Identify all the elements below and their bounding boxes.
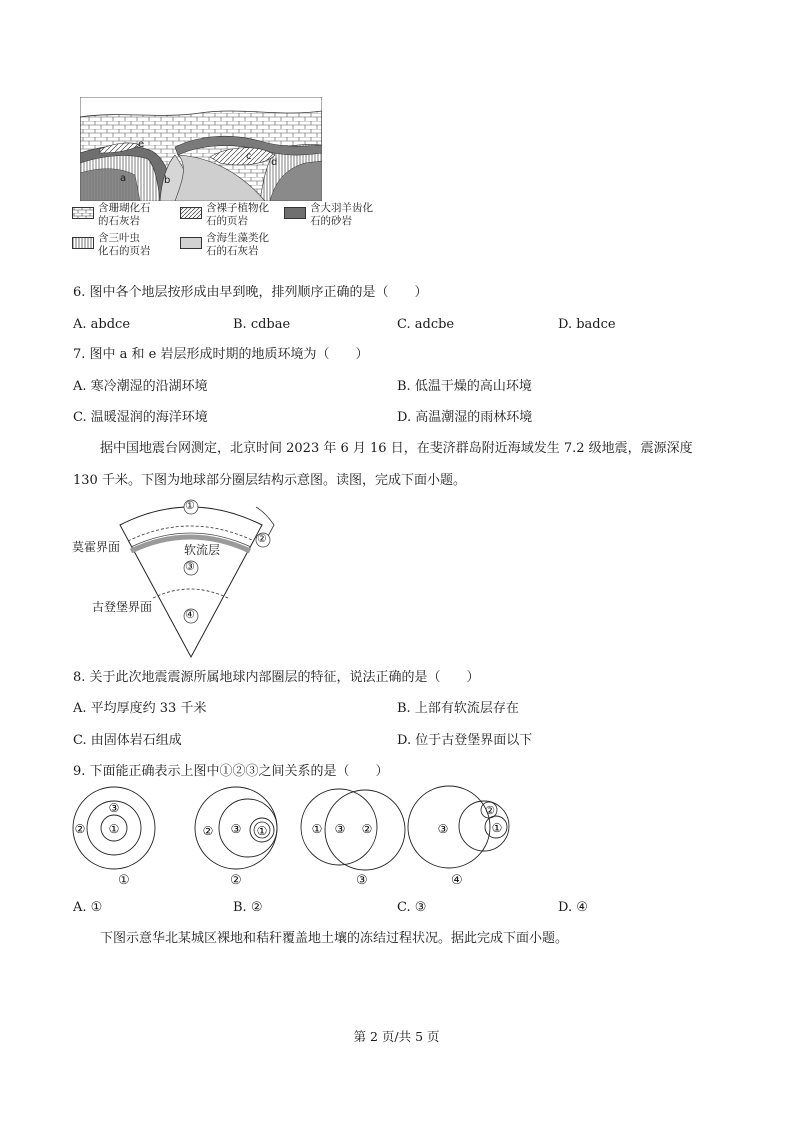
relation-diagram-caption-4: ④ xyxy=(451,873,463,888)
question-8-stem: 8. 关于此次地震震源所属地球内部圈层的特征，说法正确的是（ ） xyxy=(73,670,480,685)
question-7-stem: 7. 图中 a 和 e 岩层形成时期的地质环境为（ ） xyxy=(73,347,369,362)
layer-2-label: ② xyxy=(257,532,267,545)
svg-text:②: ② xyxy=(485,804,495,817)
passage-earthquake-line-2: 130 千米。下图为地球部分圈层结构示意图。读图，完成下面小题。 xyxy=(73,473,466,488)
passage-earthquake-line-1: 据中国地震台网测定，北京时间 2023 年 6 月 16 日，在斐济群岛附近海域发生 7.2 级地震，震源深度 xyxy=(100,441,693,456)
svg-text:②: ② xyxy=(74,822,86,836)
question-9-option-a[interactable]: A. ① xyxy=(73,900,103,915)
question-9-option-d[interactable]: D. ④ xyxy=(558,900,588,915)
layer-3-label: ③ xyxy=(185,560,195,573)
question-6-stem: 6. 图中各个地层按形成由早到晚，排列顺序正确的是（ ） xyxy=(73,285,428,300)
relation-diagram-caption-1: ① xyxy=(118,873,130,888)
legend-swatch-hatch xyxy=(180,207,202,219)
passage-frozen-soil: 下图示意华北某城区裸地和秸秆覆盖地土壤的冻结过程状况。据此完成下面小题。 xyxy=(100,931,569,946)
gutenberg-label: 古登堡界面 xyxy=(92,600,153,614)
stratum-label-d: d xyxy=(271,157,278,168)
question-7-option-a[interactable]: A. 寒冷潮湿的沿湖环境 xyxy=(73,379,208,394)
layer-1-label: ① xyxy=(185,499,195,512)
question-8-option-c[interactable]: C. 由固体岩石组成 xyxy=(73,733,182,748)
stratum-label-b: b xyxy=(164,175,171,186)
svg-text:③: ③ xyxy=(230,822,242,836)
question-9-stem: 9. 下面能正确表示上图中①②③之间关系的是（ ） xyxy=(73,764,389,779)
legend-swatch-dark xyxy=(284,207,306,219)
question-9-option-b[interactable]: B. ② xyxy=(233,900,263,915)
legend-item-fern-sandstone: 含大羽羊齿化 石的砂岩 xyxy=(310,202,373,227)
relation-diagram-1 xyxy=(73,787,155,869)
question-8-option-d[interactable]: D. 位于古登堡界面以下 xyxy=(397,733,533,748)
question-6-option-b[interactable]: B. cdbae xyxy=(233,317,291,332)
svg-text:①: ① xyxy=(256,824,268,838)
legend-swatch-brick xyxy=(72,207,94,219)
question-9-option-c[interactable]: C. ③ xyxy=(397,900,427,915)
svg-text:③: ③ xyxy=(334,822,346,836)
layer-4-label: ④ xyxy=(185,608,195,621)
question-8-option-a[interactable]: A. 平均厚度约 33 千米 xyxy=(73,701,207,716)
question-6-option-c[interactable]: C. adcbe xyxy=(397,317,455,332)
question-6-option-d[interactable]: D. badce xyxy=(558,317,616,332)
legend-item-trilobite-shale: 含三叶虫 化石的页岩 xyxy=(98,232,151,257)
stratum-label-a: a xyxy=(120,173,127,184)
relation-diagram-4 xyxy=(408,786,509,868)
question-6-option-a[interactable]: A. abdce xyxy=(73,317,131,332)
legend-item-coral-limestone: 含珊瑚化石 的石灰岩 xyxy=(98,202,151,227)
legend-item-algae-limestone: 含海生藻类化 石的石灰岩 xyxy=(206,232,269,257)
relation-diagram-caption-3: ③ xyxy=(356,873,368,888)
svg-text:②: ② xyxy=(202,824,214,838)
moho-label: 莫霍界面 xyxy=(72,540,121,554)
stratum-label-e: e xyxy=(138,139,145,150)
strata-cross-section xyxy=(80,97,322,201)
svg-text:①: ① xyxy=(108,822,120,836)
relation-diagram-2 xyxy=(195,787,277,869)
stratum-label-c: c xyxy=(246,151,252,162)
relation-diagram-caption-2: ② xyxy=(230,873,242,888)
relation-diagrams xyxy=(66,784,516,892)
page-number: 第 2 页/共 5 页 xyxy=(353,1029,440,1044)
svg-text:③: ③ xyxy=(437,822,449,836)
question-7-option-d[interactable]: D. 高温潮湿的雨林环境 xyxy=(397,410,533,425)
strata-figure xyxy=(80,97,322,201)
svg-text:③: ③ xyxy=(108,801,120,815)
legend-item-gymnosperm-shale: 含裸子植物化 石的页岩 xyxy=(206,202,269,227)
asthenosphere-label: 软流层 xyxy=(184,543,221,557)
question-8-option-b[interactable]: B. 上部有软流层存在 xyxy=(397,701,519,716)
circle-relation-diagrams xyxy=(66,784,516,892)
svg-text:②: ② xyxy=(361,822,373,836)
legend-swatch-vertical xyxy=(72,237,94,249)
earth-layers-figure xyxy=(70,495,290,660)
svg-text:①: ① xyxy=(491,821,503,835)
question-7-option-c[interactable]: C. 温暖湿润的海洋环境 xyxy=(73,410,208,425)
strata-legend xyxy=(72,202,392,262)
svg-text:①: ① xyxy=(311,822,323,836)
legend-swatch-light xyxy=(180,237,202,249)
relation-diagram-3 xyxy=(301,789,405,870)
question-7-option-b[interactable]: B. 低温干燥的高山环境 xyxy=(397,379,532,394)
earth-layers-sector xyxy=(70,495,290,660)
